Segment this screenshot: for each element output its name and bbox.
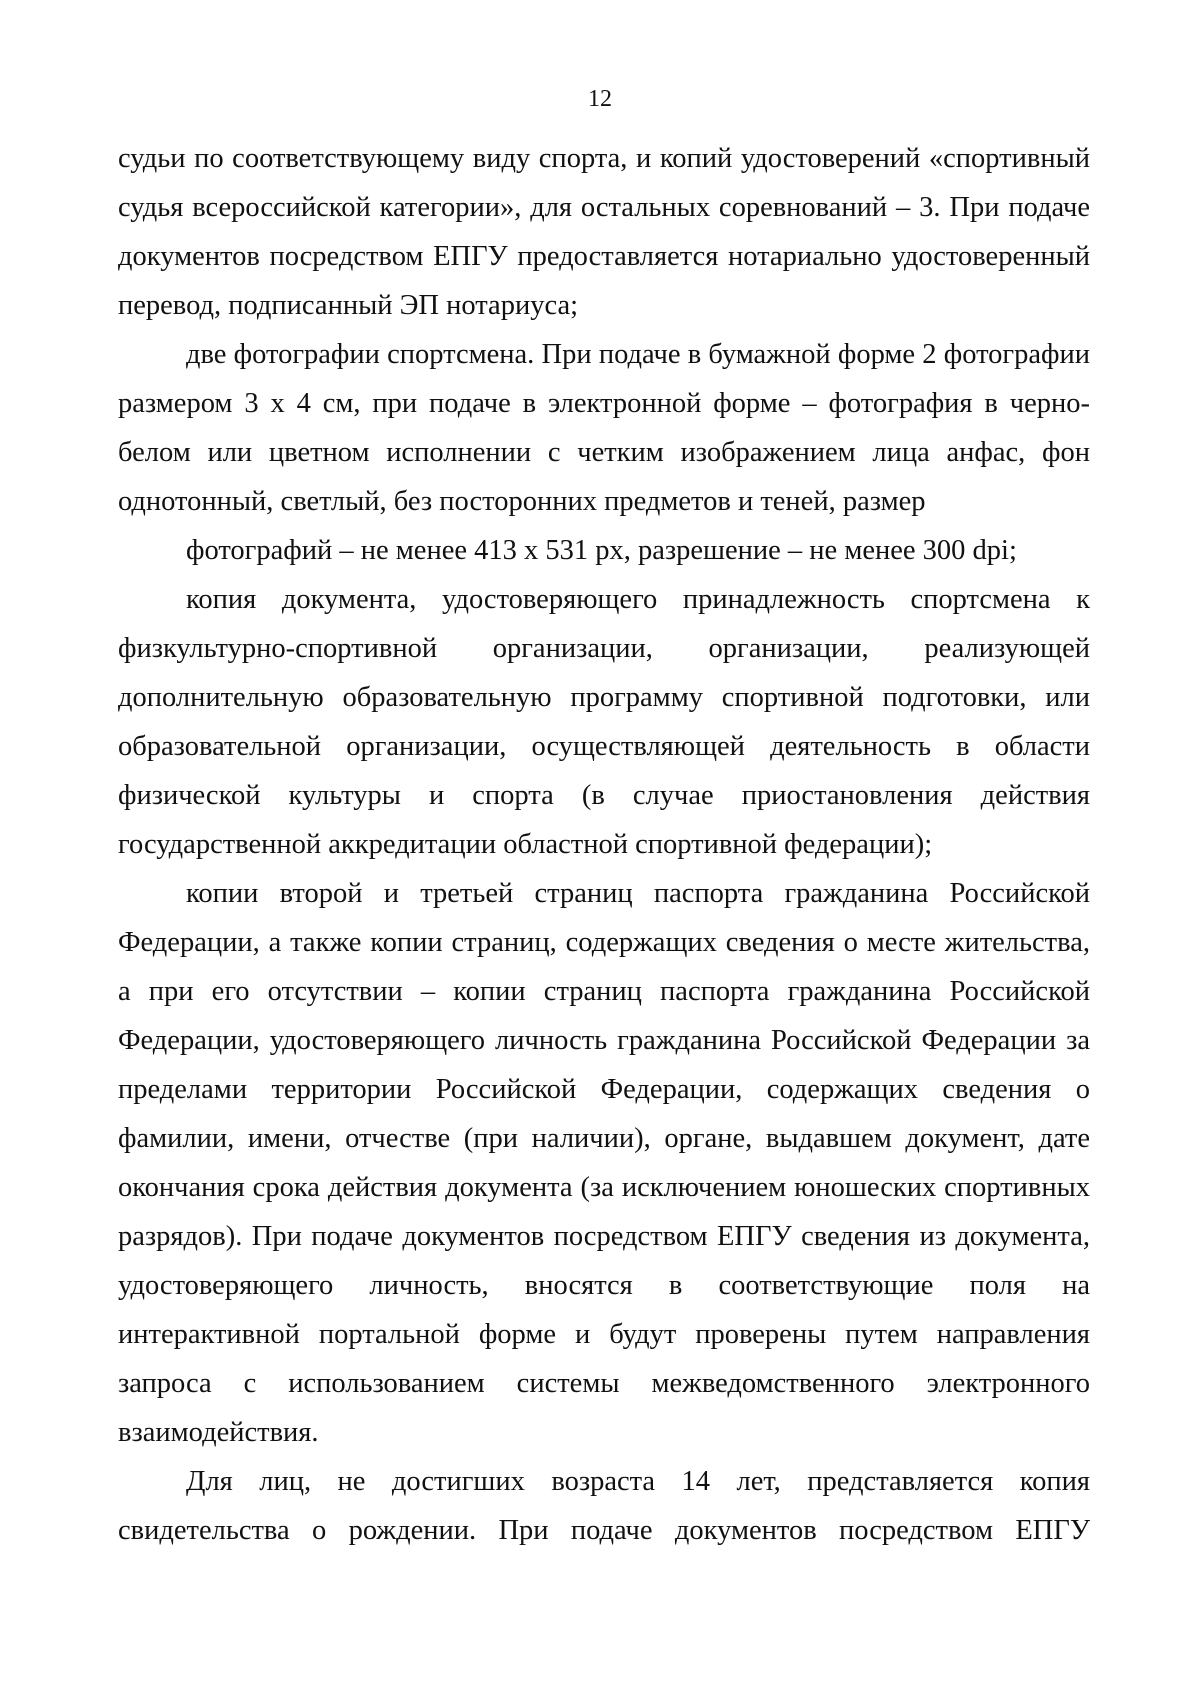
paragraph-photo-size: фотографий – не менее 413 x 531 px, разрешение – не менее 300 dpi; — [186, 535, 1017, 566]
paragraph-passport-copies: копии второй и третьей страниц паспорта гражданина Российской Федерации, а также копии страниц, содержащих сведения о месте жительства, а при его отсутствии – копии страниц паспорта гражданина Российской Федерации, удостоверяющего личность гражданина Российской Федерации за пределами территории Российской Федерации, содержащих сведения о фамилии, имени, отчестве (при наличии), органе, выдавшем документ, дате окончания срока действия документа (за исключением юношеских спортивных разрядов). При подаче документов посредством ЕПГУ сведения из документа, удостоверяющего личность, вносятся в соответствующие поля на интерактивной портальной форме и будут проверены путем направления запроса с использованием системы межведомственного электронного взаимодействия. — [118, 878, 1090, 1448]
page-number: 12 — [588, 86, 612, 112]
document-body — [118, 134, 1090, 1555]
paragraph-birth-certificate: Для лиц, не достигших возраста 14 лет, представляется копия свидетельства о рождении. При подаче документов посредством ЕПГУ — [118, 1466, 1090, 1546]
paragraph-photos: две фотографии спортсмена. При подаче в бумажной форме 2 фотографии размером 3 x 4 см, при подаче в электронной форме – фотография в черно-белом или цветном исполнении с четким изображением лица анфас, фон однотонный, светлый, без посторонних предметов и теней, размер — [118, 339, 1090, 517]
paragraph-judges-copies: судьи по соответствующему виду спорта, и копий удостоверений «спортивный судья всероссийской категории», для остальных соревнований – 3. При подаче документов посредством ЕПГУ предоставляется нотариально удостоверенный перевод, подписанный ЭП нотариуса; — [118, 143, 1090, 321]
paragraph-organization-document: копия документа, удостоверяющего принадлежность спортсмена к физкультурно-спортивной организации, организации, реализующей дополнительную образовательную программу спортивной подготовки, или образовательной организации, осуществляющей деятельность в области физической культуры и спорта (в случае приостановления действия государственной аккредитации областной спортивной федерации); — [118, 584, 1090, 860]
